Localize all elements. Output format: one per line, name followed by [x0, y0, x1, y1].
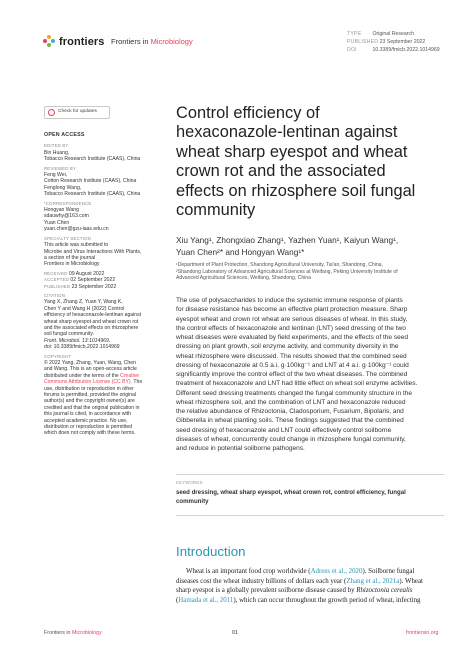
doi-link[interactable]: 10.3389/fmicb.2022.1014969 — [372, 47, 440, 54]
page-number: 01 — [232, 630, 238, 636]
check-updates-icon — [48, 109, 55, 116]
citation-link[interactable]: Adrees et al., 2020 — [310, 568, 363, 575]
keywords-label: KEYWORDS — [176, 480, 203, 485]
citation-link[interactable]: Hamada et al., 2011 — [178, 596, 234, 604]
specialty-section: SPECIALTY SECTION This article was submitted to Microbe and Virus Interactions With Plants, a section of the journal Frontiers in Microbiology — [44, 235, 142, 268]
divider — [176, 515, 444, 516]
article-header — [0, 0, 474, 70]
citation: CITATION Yang X, Zhang Z, Yuan Y, Wang K, Chen Y and Wang H (2022) Control efficiency of hexaconazole-lentinan against wheat sharp eyespot and wheat crown rot and the associated effects on rhizosphere soil fungal community. Front. Microbiol. 13:1014969. doi: 10.3389/fmicb.2022.1014969 — [44, 292, 142, 351]
article-dates: RECEIVED 09 August 2022 ACCEPTED 02 September 2022 PUBLISHED 23 September 2022 — [44, 270, 117, 290]
license-link[interactable]: Commons Attribution License (CC BY). — [44, 379, 133, 386]
check-for-updates-button[interactable]: Check for updates — [44, 106, 110, 119]
citation-link[interactable]: Zhang et al., 2021a — [346, 577, 400, 585]
published-date: 23 September 2022 — [379, 39, 426, 46]
brand-name: frontiers — [59, 35, 105, 48]
reviewed-by: REVIEWED BY Feng Wei, Cotton Research Institute (CAAS), China Fenglong Wang, Tobacco Research Institute (CAAS), China — [44, 165, 141, 198]
divider — [176, 474, 444, 475]
license-link[interactable]: Creative — [120, 372, 140, 379]
article-sidebar — [44, 106, 162, 440]
keywords: seed dressing, wheat sharp eyespot, wheat crown rot, control efficiency, fungal community — [176, 489, 406, 505]
intro-paragraph: Wheat is an important food crop worldwide (Adrees et al., 2020). Soilborne fungal diseases cost the wheat industry billions of dollars each year (Zhang et al., 2021a). Wheat sharp eyespot is a globally prevalent soilborne disease caused by Rhizoctonia cerealis (Hamada et al., 2011), which can occur throughout the growth period of wheat, infecting — [176, 568, 423, 604]
correspondence: *CORRESPONDENCE Hongyan Wang sdauwhy@163.com Yuan Chen yuan.chen@gzu-iaas.edu.cn — [44, 201, 162, 233]
journal-name[interactable]: Frontiers in Microbiology — [111, 37, 193, 46]
footer-site-link[interactable]: frontiersin.org — [406, 630, 439, 636]
affiliations: ¹Department of Plant Protection, Shandong Agricultural University, Tai'an, Shandong, China, ²Shandong Laboratory of Advanced Agricultural Sciences at Weifang, Peking University Institute of Advanced Agricultural Sciences, Weifang, Shandong, China — [176, 262, 398, 282]
article-type: Original Research — [372, 31, 414, 37]
email-link[interactable]: yuan.chen@gzu-iaas.edu.cn — [44, 226, 109, 233]
section-heading: Introduction — [176, 544, 246, 559]
email-link[interactable]: sdauwhy@163.com — [44, 213, 89, 220]
article-metadata: TYPE Original Research PUBLISHED 23 September 2022 DOI 10.3389/fmicb.2022.1014969 — [347, 31, 440, 54]
edited-by: EDITED BY Bin Huang, Tobacco Research Institute (CAAS), China — [44, 143, 141, 163]
footer-journal[interactable]: Frontiers in Microbiology — [44, 630, 102, 636]
open-access-label: OPEN ACCESS — [44, 132, 85, 138]
frontiers-logo[interactable] — [43, 35, 105, 48]
frontiers-logo-icon — [43, 35, 56, 48]
author-list: Xiu Yang¹, Zhongxiao Zhang¹, Yazhen Yuan¹, Kaiyun Wang¹, Yuan Chen²* and Hongyan Wang¹* — [176, 235, 399, 257]
abstract: The use of polysaccharides to induce the systemic immune response of plants for disease resistance has become an effective plant protection measure. Sharp eyespot wheat and crown rot wheat are serious diseases of wheat. In this study, the control effects of hexaconazole and lentinan (LNT) seed dressing of the two wheat diseases were evaluated by field experiments, and the effects of the seed dressing on plant growth, soil enzyme activity, and community diversity in the wheat rhizosphere were discussed. The results showed that the combined seed dressing of hexaconazole at 0.5 a.i. g·100kg⁻¹ and LNT at 4 a.i. g·100kg⁻¹ could significantly improve the control effect of the two wheat diseases. The combined treatment of hexaconazole and LNT had little effect on wheat soil enzyme activities. Different seed dressing treatments changed the fungal community structure in the wheat rhizosphere soil, and the combination of LNT and hexaconazole reduced the relative abundance of Rhizoctonia, Cladosporium, Fusarium, Bipolaris, and Gibberella in wheat planting soils. These findings suggested that the combined seed dressing of hexaconazole and LNT could effectively control soilborne diseases of wheat, concurrently could change in rhizosphere fungal community, and reduce in potential soilborne pathogens. — [176, 297, 418, 452]
article-title: Control efficiency of hexaconazole-lentinan against wheat sharp eyespot and wheat crown rot and the associated effects on rhizosphere soil fungal community — [176, 104, 416, 220]
copyright: COPYRIGHT © 2022 Yang, Zhang, Yuan, Wang, Chen and Wang. This is an open-access article distributed under the terms of the Creative Commons Attribution License (CC BY). The use, distribution or reproduction in other forums is permitted, provided the original author(s) and the copyright owner(s) are credited and that the original publication in this journal is cited, in accordance with accepted academic practice. No use, distribution or reproduction is permitted which does not comply with these terms. — [44, 353, 143, 437]
